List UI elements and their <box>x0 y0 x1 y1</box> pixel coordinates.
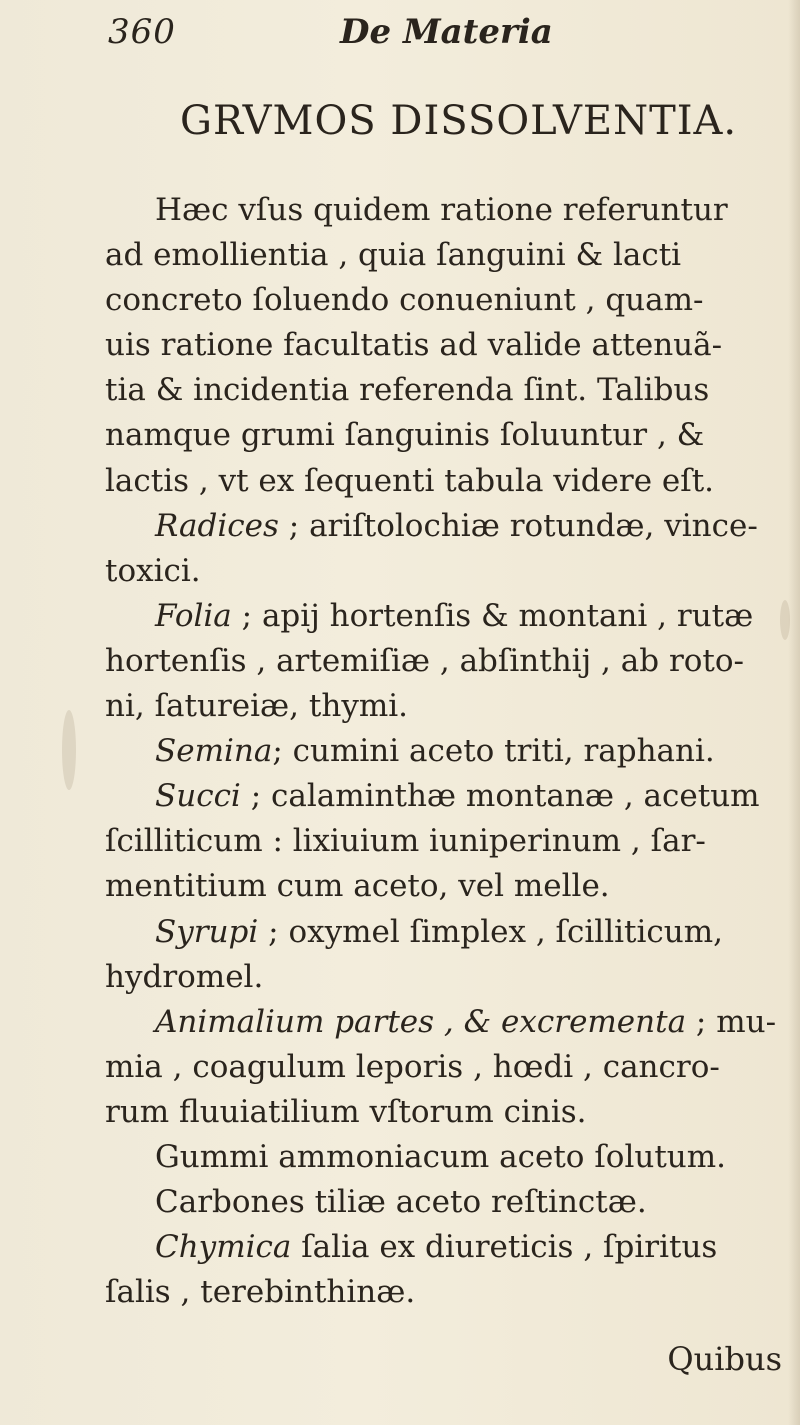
line-text: ; cumini aceto triti, raphani. <box>272 733 715 770</box>
text-line <box>105 188 795 233</box>
line-text: mia , coagulum leporis , hœdi , cancro- <box>105 1048 720 1085</box>
paper-stain <box>62 710 76 790</box>
italic-heading: Folia <box>155 597 232 634</box>
text-line <box>105 1135 795 1180</box>
line-text: ad emollientia , quia ſanguini & lacti <box>105 237 682 274</box>
text-line <box>105 1045 795 1090</box>
line-text: Gummi ammoniacum aceto ſolutum. <box>155 1138 727 1175</box>
text-line <box>105 639 795 684</box>
text-line <box>105 323 795 368</box>
text-line <box>105 864 795 909</box>
text-line <box>105 594 795 639</box>
text-line <box>105 368 795 413</box>
line-text: toxici. <box>105 552 201 589</box>
line-text: tia & incidentia referenda ſint. Talibus <box>105 372 710 409</box>
line-text: ; mu- <box>686 1003 777 1040</box>
line-text: mentitium cum aceto, vel melle. <box>105 868 610 905</box>
italic-heading: Succi <box>155 778 241 815</box>
text-line <box>105 278 795 323</box>
line-text: ſalis , terebinthinæ. <box>105 1274 416 1311</box>
line-text: ; apij hortenſis & montani , rutæ <box>231 597 754 634</box>
line-text: uis ratione facultatis ad valide attenuã- <box>105 327 723 364</box>
text-line <box>105 1270 795 1315</box>
page-header <box>100 12 790 62</box>
italic-heading: Chymica <box>155 1229 292 1266</box>
text-line <box>105 459 795 504</box>
line-text: hydromel. <box>105 958 264 995</box>
line-text: Carbones tiliæ aceto reſtinctæ. <box>155 1184 647 1221</box>
text-line <box>105 1180 795 1225</box>
text-line <box>105 413 795 458</box>
text-line <box>105 233 795 278</box>
text-line <box>105 955 795 1000</box>
text-line <box>105 910 795 955</box>
text-line <box>105 1225 795 1270</box>
italic-heading: Semina <box>155 733 273 770</box>
body-text <box>105 188 795 1315</box>
text-line <box>105 1090 795 1135</box>
line-text: ni, ſatureiæ, thymi. <box>105 688 408 725</box>
text-line <box>105 684 795 729</box>
line-text: ſcilliticum : lixiuium iuniperinum , ſar- <box>105 823 706 860</box>
running-head: De Materia <box>340 12 553 52</box>
text-line <box>105 774 795 819</box>
italic-heading: Syrupi <box>155 913 259 950</box>
line-text: hortenſis , artemiſiæ , abſinthij , ab roto- <box>105 642 745 679</box>
italic-heading: Radices <box>155 507 279 544</box>
text-line <box>105 549 795 594</box>
italic-heading: Animalium partes , & excrementa <box>155 1003 687 1040</box>
text-line <box>105 1000 795 1045</box>
line-text: concreto ſoluendo conueniunt , quam- <box>105 282 704 319</box>
line-text: ; oxymel ſimplex , ſcilliticum, <box>258 913 723 950</box>
line-text: ; ariſtolochiæ rotundæ, vince- <box>278 507 758 544</box>
catchword: Quibus <box>667 1340 782 1378</box>
line-text: ; calaminthæ montanæ , acetum <box>240 778 760 815</box>
text-line <box>105 729 795 774</box>
line-text: namque grumi ſanguinis ſoluuntur , & <box>105 417 705 454</box>
page-number: 360 <box>108 12 176 52</box>
section-title: GRVMOS DISSOLVENTIA. <box>180 98 738 144</box>
line-text: ſalia ex diureticis , ſpiritus <box>291 1229 718 1266</box>
text-line <box>105 504 795 549</box>
line-text: lactis , vt ex ſequenti tabula videre eſt. <box>105 462 715 499</box>
line-text: rum fluuiatilium vſtorum cinis. <box>105 1093 587 1130</box>
text-line <box>105 819 795 864</box>
line-text: Hæc vſus quidem ratione referuntur <box>155 192 728 228</box>
